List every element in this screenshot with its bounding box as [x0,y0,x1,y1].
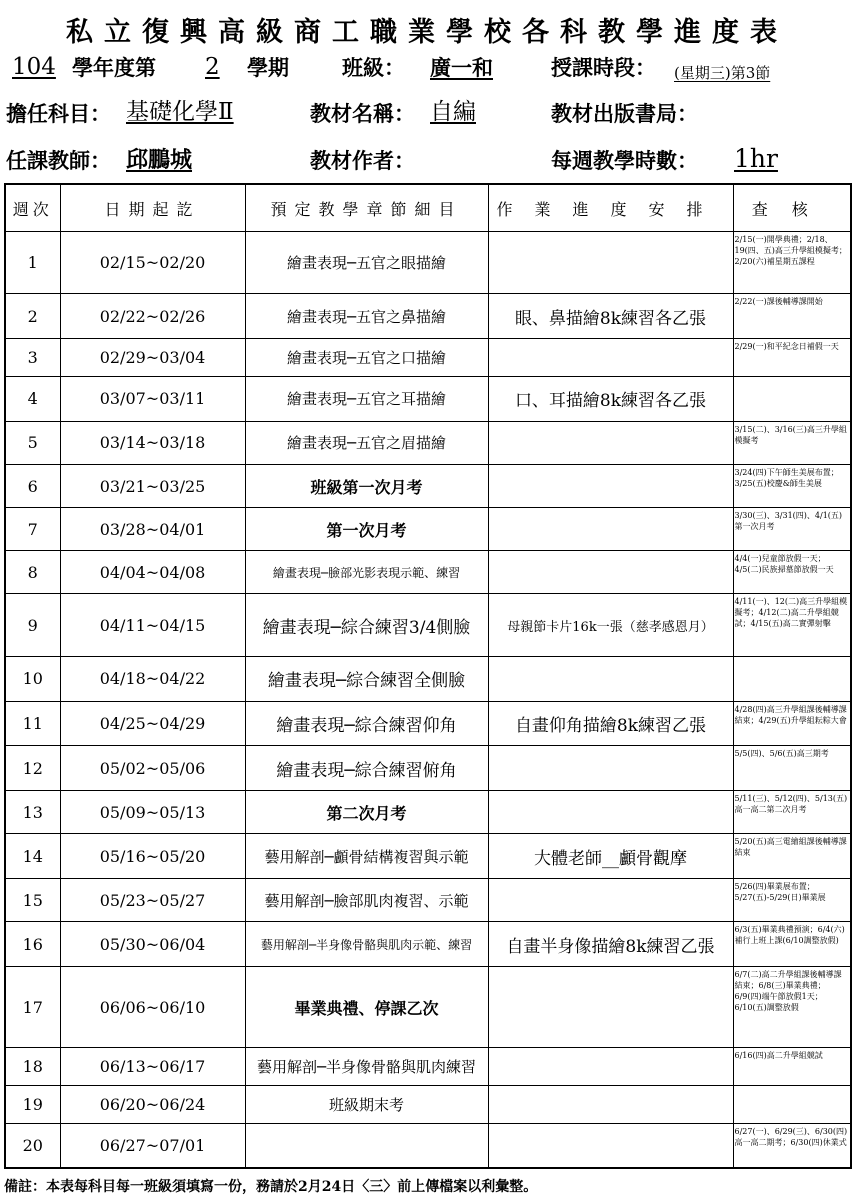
period-value: (星期三)第3節 [674,64,771,82]
check-note-cell: 3/15(二)、3/16(三)高三升學組模擬考 [733,421,851,464]
table-row [5,594,851,656]
week-cell: 2 [5,294,60,339]
homework-cell [488,1048,733,1086]
homework-cell: 自畫仰角描繪8k練習乙張 [488,701,733,746]
subject-value: 基礎化學Ⅱ [126,99,234,125]
date-range-cell: 03/21~03/25 [60,465,245,508]
class-value-wrap [430,57,493,78]
hours-value: 1hr [734,144,778,173]
homework-cell [488,339,733,377]
check-note-cell: 5/26(四)畢業展布置；5/27(五)-5/29(日)畢業展 [733,879,851,922]
material-value-wrap [430,101,476,124]
week-cell: 3 [5,339,60,377]
chapter-cell: 繪畫表現─五官之口描繪 [245,339,488,377]
chapter-cell: 藝用解剖─臉部肌肉複習、示範 [245,879,488,922]
date-range-cell: 03/28~04/01 [60,508,245,551]
homework-cell: 眼、鼻描繪8k練習各乙張 [488,294,733,339]
week-cell: 15 [5,879,60,922]
class-label: 班級： [342,55,405,80]
semester-value [205,56,220,79]
column-header-chapter: 預定教學章節細目 [245,184,488,232]
chapter-cell: 繪畫表現─五官之耳描繪 [245,376,488,421]
date-range-cell: 06/20~06/24 [60,1086,245,1124]
date-range-cell: 04/04~04/08 [60,551,245,594]
teacher-label: 任課教師： [6,148,111,173]
check-note-cell: 6/16(四)高二升學組競試 [733,1048,851,1086]
material-value: 自編 [430,99,476,125]
week-cell: 19 [5,1086,60,1124]
schedule-table [4,183,852,1169]
hours-label: 每週教學時數： [551,148,698,173]
check-note-cell: 3/24(四)下午師生美展布置；3/25(五)校慶&師生美展 [733,465,851,508]
table-row [5,701,851,746]
week-cell: 7 [5,508,60,551]
table-body [5,232,851,1169]
chapter-cell: 繪畫表現─綜合練習3/4側臉 [245,594,488,656]
chapter-cell: 繪畫表現─五官之眉描繪 [245,421,488,464]
table-row [5,834,851,879]
teacher-value-wrap [126,149,192,171]
chapter-cell: 班級期末考 [245,1086,488,1124]
date-range-cell: 04/25~04/29 [60,701,245,746]
date-range-cell: 05/02~05/06 [60,746,245,791]
date-range-cell: 03/07~03/11 [60,376,245,421]
table-row [5,294,851,339]
homework-cell [488,746,733,791]
week-cell: 9 [5,594,60,656]
check-note-cell: 2/15(一)開學典禮；2/18、19(四、五)高三升學組模擬考；2/20(六)補星期五課程 [733,232,851,294]
column-header-homework: 作業進度安排 [488,184,733,232]
table-row [5,1086,851,1124]
check-note-cell: 6/7(二)高二升學組課後輔導課結束；6/8(三)畢業典禮；6/9(四)端午節放假1天；6/10(五)調整放假 [733,967,851,1048]
class-value: 廣一和 [430,55,493,80]
date-range-cell: 06/13~06/17 [60,1048,245,1086]
homework-cell: 大體老師__顱骨觀摩 [488,834,733,879]
check-note-cell: 4/28(四)高三升學組課後輔導課結束；4/29(五)升學組耘粽大會 [733,701,851,746]
table-header-row [5,184,851,232]
school-year-value [12,56,56,79]
check-note-cell: 4/4(一)兒童節放假一天；4/5(二)民族掃墓節放假一天 [733,551,851,594]
table-row [5,465,851,508]
check-note-cell: 6/27(一)、6/29(三)、6/30(四)高一高二期考；6/30(四)休業式 [733,1124,851,1168]
chapter-cell: 繪畫表現─綜合練習俯角 [245,746,488,791]
chapter-cell: 班級第一次月考 [245,465,488,508]
week-cell: 10 [5,656,60,701]
author-label: 教材作者： [310,148,415,173]
homework-cell: 自畫半身像描繪8k練習乙張 [488,922,733,967]
homework-cell [488,465,733,508]
column-header-check: 查核 [733,184,851,232]
homework-cell [488,879,733,922]
document-title: 私立復興高級商工職業學校各科教學進度表 [66,17,788,48]
week-cell: 8 [5,551,60,594]
date-range-cell: 05/09~05/13 [60,791,245,834]
homework-cell [488,421,733,464]
table-row [5,421,851,464]
check-note-cell: 5/20(五)高三電繪組課後輔導課結束 [733,834,851,879]
subject-label: 擔任科目： [6,101,111,126]
chapter-cell: 繪畫表現─綜合練習全側臉 [245,656,488,701]
column-header-week: 週次 [5,184,60,232]
table-row [5,551,851,594]
check-note-cell: 6/3(五)畢業典禮預演；6/4(六)補行上班上課(6/10調整放假) [733,922,851,967]
homework-cell [488,791,733,834]
column-header-dates: 日期起訖 [60,184,245,232]
chapter-cell: 畢業典禮、停課乙次 [245,967,488,1048]
publisher-label: 教材出版書局： [551,101,698,126]
date-range-cell: 02/29~03/04 [60,339,245,377]
week-cell: 17 [5,967,60,1048]
check-note-cell [733,656,851,701]
table-row [5,967,851,1048]
date-range-cell: 05/23~05/27 [60,879,245,922]
semester-label: 學期 [247,55,289,80]
check-note-cell: 3/30(三)、3/31(四)、4/1(五)第一次月考 [733,508,851,551]
date-range-cell: 02/15~02/20 [60,232,245,294]
table-row [5,879,851,922]
homework-cell [488,656,733,701]
homework-cell: 母親節卡片16k一張（慈孝感恩月） [488,594,733,656]
chapter-cell [245,1124,488,1168]
homework-cell [488,508,733,551]
table-row [5,791,851,834]
table-row [5,232,851,294]
check-note-cell: 2/22(一)課後輔導課開始 [733,294,851,339]
week-cell: 1 [5,232,60,294]
chapter-cell: 藝用解剖─半身像骨骼與肌肉示範、練習 [245,922,488,967]
chapter-cell: 繪畫表現─五官之鼻描繪 [245,294,488,339]
check-note-cell: 5/5(四)、5/6(五)高三期考 [733,746,851,791]
week-cell: 13 [5,791,60,834]
chapter-cell: 藝用解剖─顱骨結構複習與示範 [245,834,488,879]
check-note-cell: 4/11(一)、12(二)高三升學組模擬考；4/12(二)高二升學組競試；4/15(五)高二實彈射擊 [733,594,851,656]
hours-value-wrap [734,146,778,171]
chapter-cell: 繪畫表現─臉部光影表現示範、練習 [245,551,488,594]
homework-cell [488,967,733,1048]
material-label: 教材名稱： [310,101,415,126]
check-note-cell [733,376,851,421]
table-row [5,922,851,967]
week-cell: 20 [5,1124,60,1168]
week-cell: 16 [5,922,60,967]
chapter-cell: 第二次月考 [245,791,488,834]
table-row [5,1124,851,1168]
date-range-cell: 05/30~06/04 [60,922,245,967]
period-label: 授課時段： [551,55,656,80]
chapter-cell: 繪畫表現─綜合練習仰角 [245,701,488,746]
footer-note: 備註：本表每科目每一班級須填寫一份，務請於2月24日〈三〉前上傳檔案以利彙整。 [4,1179,538,1195]
chapter-cell: 第一次月考 [245,508,488,551]
week-cell: 6 [5,465,60,508]
table-row [5,339,851,377]
week-cell: 14 [5,834,60,879]
table-row [5,746,851,791]
date-range-cell: 04/11~04/15 [60,594,245,656]
date-range-cell: 06/27~07/01 [60,1124,245,1168]
homework-cell [488,1086,733,1124]
date-range-cell: 03/14~03/18 [60,421,245,464]
homework-cell: 口、耳描繪8k練習各乙張 [488,376,733,421]
subject-value-wrap [126,101,234,124]
period-value-wrap [674,61,770,82]
chapter-cell: 藝用解剖─半身像骨骼與肌肉練習 [245,1048,488,1086]
date-range-cell: 05/16~05/20 [60,834,245,879]
week-cell: 11 [5,701,60,746]
school-year: 104 [12,54,56,80]
homework-cell [488,232,733,294]
homework-cell [488,1124,733,1168]
week-cell: 5 [5,421,60,464]
week-cell: 18 [5,1048,60,1086]
teacher-value: 邱鵬城 [126,147,193,173]
semester: 2 [205,54,220,80]
homework-cell [488,551,733,594]
week-cell: 12 [5,746,60,791]
date-range-cell: 06/06~06/10 [60,967,245,1048]
check-note-cell [733,1086,851,1124]
school-year-label: 學年度第 [72,55,156,80]
table-row [5,376,851,421]
table-row [5,1048,851,1086]
check-note-cell: 5/11(三)、5/12(四)、5/13(五)高一高二第二次月考 [733,791,851,834]
week-cell: 4 [5,376,60,421]
check-note-cell: 2/29(一)和平紀念日補假一天 [733,339,851,377]
table-row [5,508,851,551]
date-range-cell: 02/22~02/26 [60,294,245,339]
table-row [5,656,851,701]
date-range-cell: 04/18~04/22 [60,656,245,701]
chapter-cell: 繪畫表現─五官之眼描繪 [245,232,488,294]
